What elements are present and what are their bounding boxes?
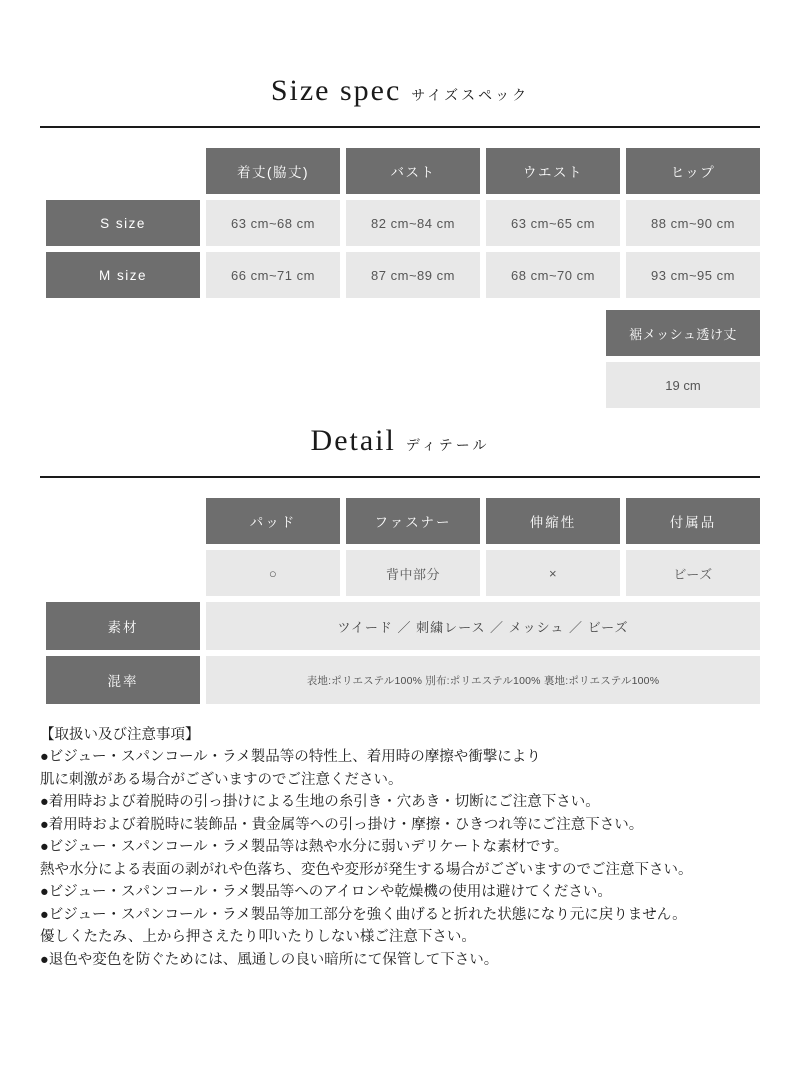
notes-line: ●着用時および着脱時の引っ掛けによる生地の糸引き・穴あき・切断にご注意下さい。 [40,794,600,811]
cell-empty [46,550,200,596]
notes-line: 熱や水分による表面の剥がれや色落ち、変色や変形が発生する場合がございますのでご注意下さい。 [40,861,693,878]
size-spec-table [40,142,766,304]
row-label-s-size: S size [46,200,200,246]
notes-line: ●ビジュー・スパンコール・ラメ製品等へのアイロンや乾燥機の使用は避けてください。 [40,884,612,901]
notes-line: 肌に刺激がある場合がございますのでご注意ください。 [40,771,403,788]
cell-pad-value: ○ [206,550,340,596]
table-header-row [46,498,760,544]
cell-s-waist: 63 cm~65 cm [486,200,620,246]
table-row-composition [46,656,760,704]
cell-s-hip: 88 cm~90 cm [626,200,760,246]
notes-line: ●ビジュー・スパンコール・ラメ製品等加工部分を強く曲げると折れた状態になり元に戻りません。 [40,906,687,923]
size-spec-title-en: Size spec [270,74,402,107]
table-header-row [46,148,760,194]
mesh-sheer-value: 19 cm [606,362,760,408]
cell-stretch-value: × [486,550,620,596]
mesh-sheer-length-block [40,304,766,408]
notes-line: ●着用時および着脱時に装飾品・貴金属等への引っ掛け・摩擦・ひきつれ等にご注意下さい。 [40,816,644,833]
size-spec-heading [40,0,760,108]
notes-title: 【取扱い及び注意事項】 [40,727,200,743]
row-label-material: 素材 [46,602,200,650]
row-label-m-size: M size [46,252,200,298]
header-cell-waist: ウエスト [486,148,620,194]
cell-composition-value: 表地:ポリエステル100% 別布:ポリエステル100% 裏地:ポリエステル100% [206,656,760,704]
cell-m-length: 66 cm~71 cm [206,252,340,298]
header-cell-accessory: 付属品 [626,498,760,544]
cell-m-bust: 87 cm~89 cm [346,252,480,298]
cell-accessory-value: ビーズ [626,550,760,596]
detail-table [40,492,766,710]
cell-zipper-value: 背中部分 [346,550,480,596]
header-cell-length: 着丈(脇丈) [206,148,340,194]
header-cell-pad: パッド [206,498,340,544]
mesh-sheer-column [606,304,760,408]
header-cell-hip: ヒップ [626,148,760,194]
header-cell-zipper: ファスナー [346,498,480,544]
detail-title-jp: ディテール [405,439,490,454]
notes-line: 優しくたたみ、上から押さえたり叩いたりしない様ご注意下さい。 [40,929,476,946]
cell-m-waist: 68 cm~70 cm [486,252,620,298]
size-spec-divider [40,126,760,128]
notes-line: ●退色や変色を防ぐためには、風通しの良い暗所にて保管して下さい。 [40,951,499,968]
header-cell-empty [46,498,200,544]
notes-line: ●ビジュー・スパンコール・ラメ製品等は熱や水分に弱いデリケートな素材です。 [40,839,569,856]
cell-m-hip: 93 cm~95 cm [626,252,760,298]
size-spec-title-jp: サイズスペック [411,89,530,104]
cell-material-value: ツイード ／ 刺繍レース ／ メッシュ ／ ビーズ [206,602,760,650]
header-cell-stretch: 伸縮性 [486,498,620,544]
notes-line: ●ビジュー・スパンコール・ラメ製品等の特性上、着用時の摩擦や衝撃により [40,749,541,766]
care-notes [40,724,766,971]
cell-s-bust: 82 cm~84 cm [346,200,480,246]
table-row [46,200,760,246]
table-row [46,550,760,596]
row-label-composition: 混率 [46,656,200,704]
mesh-sheer-header: 裾メッシュ透け丈 [606,310,760,356]
detail-divider [40,476,760,478]
header-cell-bust: バスト [346,148,480,194]
detail-heading [40,408,760,458]
header-cell-empty [46,148,200,194]
detail-title-en: Detail [310,424,396,457]
table-row [46,252,760,298]
table-row-material [46,602,760,650]
cell-s-length: 63 cm~68 cm [206,200,340,246]
